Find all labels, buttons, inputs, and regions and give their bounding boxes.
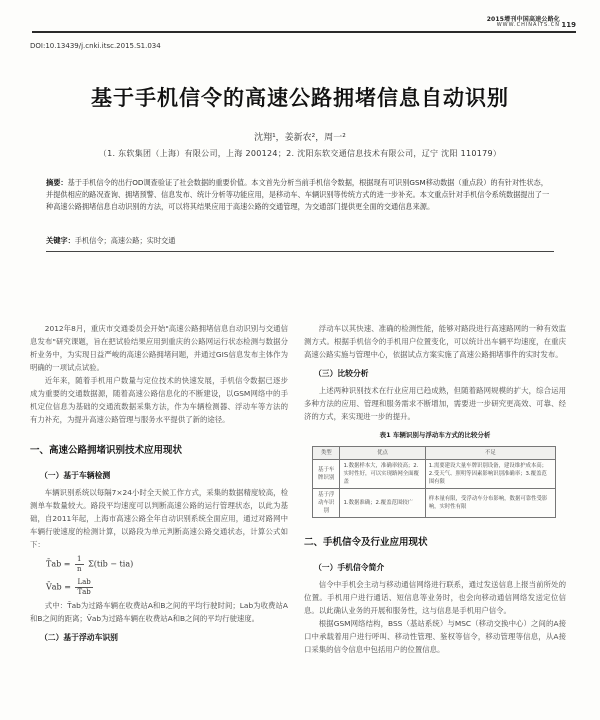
table-row (313, 489, 556, 518)
abstract-text: 基于手机信令的出行OD调查验证了社会数据的重要价值。本文首先分析当前手机信令数据，根据现有可识别GSM移动数据（重点段）的有针对性状态，并提供相应的路况查询、拥堵预警、信息发布、统计分析等功能应用，是移动车、车辆识别等传统方式的进一步补充。本文重点针对手机信令系统数据提出了一种高速公路拥堵信息自动识别的方法，可以将其结果应用于高速公路的交通管理，为交通部门提供更全面的交通信息来源。 (46, 178, 550, 211)
equation-1-fraction (75, 555, 84, 574)
equation-note: 式中：T̄ab为过路车辆在收费站A和B之间的平均行驶时间；Lab为收费站A和B之间的距离；V̄ab为过路车辆在收费站A和B之间的平均行驶速度。 (30, 601, 288, 623)
table-cell-cons: 1.需要建设大量车牌识别设备，建设维护成本高；2.受天气、照明等因素影响识别准确率；3.覆盖范围有限 (425, 460, 555, 489)
table-header-type: 类型 (313, 447, 340, 460)
table-cell-type: 基于浮动车识别 (313, 489, 340, 518)
keywords-rule (46, 251, 554, 252)
gsm-architecture-paragraph: 根据GSM网络结构，BSS（基站系统）与MSC（移动交换中心）之间的A接口中承载着用户进行呼叫、移动性管理、鉴权等信令，移动管理等信息，从A接口采集的信令信息中包括用户的位置信息。 (304, 619, 566, 654)
table-cell-pros: 1.数据准确；2.覆盖范围较广 (340, 489, 425, 518)
table-row (313, 460, 556, 489)
right-column (304, 322, 566, 656)
equation-1-rhs: Σ(tib − tia) (88, 559, 134, 569)
section-heading-2: 二、手机信令及行业应用现状 (304, 537, 428, 548)
equation-2-lhs: V̄ab = (46, 582, 71, 592)
intro-paragraph-2: 近年来，随着手机用户数量与定位技术的快速发展，手机信令数据已逐步成为重要的交通数据源，随着高速公路信息化的不断建设，以GSM网络中的手机定位信息为基础的交通流数据采集方法，作为车辆检测器、浮动车等方法的有力补充，为提升高速公路管理与服务水平提供了新的途径。 (30, 376, 288, 424)
equation-2-fraction (75, 578, 92, 597)
subsection-heading-4: （一）手机信令简介 (314, 563, 385, 572)
journal-name: 2015增刊中国高速公路化 (486, 16, 560, 23)
equation-2 (46, 578, 288, 597)
left-column (30, 322, 288, 648)
equation-1 (46, 555, 288, 574)
header-rule (32, 31, 576, 33)
abstract-label: 摘要： (46, 178, 68, 187)
subsection-1-paragraph: 车辆识别系统以每隔7×24小时全天候工作方式，采集的数据精度较高，检测单车数量较大。路段平均速度可以判断高速公路的运行管理状态，以此为基础，自2011年起，上海市高速公路全年自动识别系统全面应用，通过对路网中车辆行驶速度的检测计算，以路段为单元判断高速公路交通状态，计算公式如下： (30, 488, 288, 549)
abstract (46, 177, 554, 213)
table-header-pros: 优点 (340, 447, 425, 460)
section-heading-1: 一、高速公路拥堵识别技术应用现状 (30, 445, 183, 456)
table-cell-type: 基于车牌识别 (313, 460, 340, 489)
equation-2-numerator: Lab (75, 578, 92, 588)
floating-car-paragraph: 浮动车以其快速、准确的检测性能，能够对路段进行高速路网的一种有效监测方式。根据手机信令的手机用户位置变化，可以统计出车辆平均速度，在重庆高速公路实施与管理中心，依据试点方案实施了高速公路拥堵事件的实时发布。 (304, 324, 566, 359)
doi[interactable]: DOI:10.13439/j.cnki.itsc.2015.S1.034 (30, 42, 161, 50)
table-title: 表1 车辆识别与浮动车方式的比较分析 (379, 431, 491, 439)
equation-2-denominator: T̄ab (77, 588, 91, 596)
equation-1-denominator: n (77, 565, 82, 573)
comparison-paragraph: 上述两种识别技术在行业应用已趋成熟，但随着路网规模的扩大，综合运用多种方法的应用、管理和服务需求不断增加，需要进一步研究更高效、可靠、经济的方式，来实现进一步的提升。 (304, 386, 566, 421)
table-cell-pros: 1.数据样本大，准确率较高；2.实时性好，可以实现路网全面覆盖 (340, 460, 425, 489)
authors: 沈翔¹，姜新农²，周一² (254, 133, 346, 143)
subsection-heading-2: （二）基于浮动车识别 (40, 633, 118, 642)
equation-1-lhs: T̄ab = (46, 559, 71, 569)
keywords (46, 236, 554, 246)
subsection-heading-3: （三）比较分析 (314, 369, 369, 378)
equation-1-numerator: 1 (75, 555, 84, 565)
comparison-table (312, 446, 556, 518)
affiliation: （1. 东软集团（上海）有限公司，上海 200124；2. 沈阳东软交通信息技术有限公司，辽宁 沈阳 110179） (98, 149, 502, 158)
intro-paragraph-1: 2012年8月，重庆市交通委员会开始"高速公路拥堵信息自动识别与交通信息发布"研究课题，旨在把试验结果应用到重庆的公路网运行状态检测与数据分析业务中，为实现日益严峻的高速公路拥堵问题，并通过GIS信息发布主体作为明确的一项试点试验。 (30, 324, 288, 372)
keywords-text: 手机信令；高速公路；实时交通 (74, 236, 176, 245)
page-number: 119 (561, 21, 576, 29)
table-cell-cons: 样本量有限，受浮动车分布影响，数据可靠性受影响，实时性有限 (425, 489, 555, 518)
article-title: 基于手机信令的高速公路拥堵信息自动识别 (91, 86, 509, 110)
table-header-cons: 不足 (425, 447, 555, 460)
keywords-label: 关键字： (46, 236, 75, 245)
signaling-intro-paragraph: 信令中手机会主动与移动通信网络进行联系，通过发送信息上报当前所处的位置。手机用户进行通话、短信息等业务时，也会向移动通信网络发送定位信息。以此确认业务的开展和服务性，这与信息是手机用户信令。 (304, 580, 566, 615)
table-header-row (313, 447, 556, 460)
journal-url[interactable]: WWW.CHINAITS.CN (496, 22, 560, 28)
subsection-heading-1: （一）基于车辆检测 (40, 471, 111, 480)
